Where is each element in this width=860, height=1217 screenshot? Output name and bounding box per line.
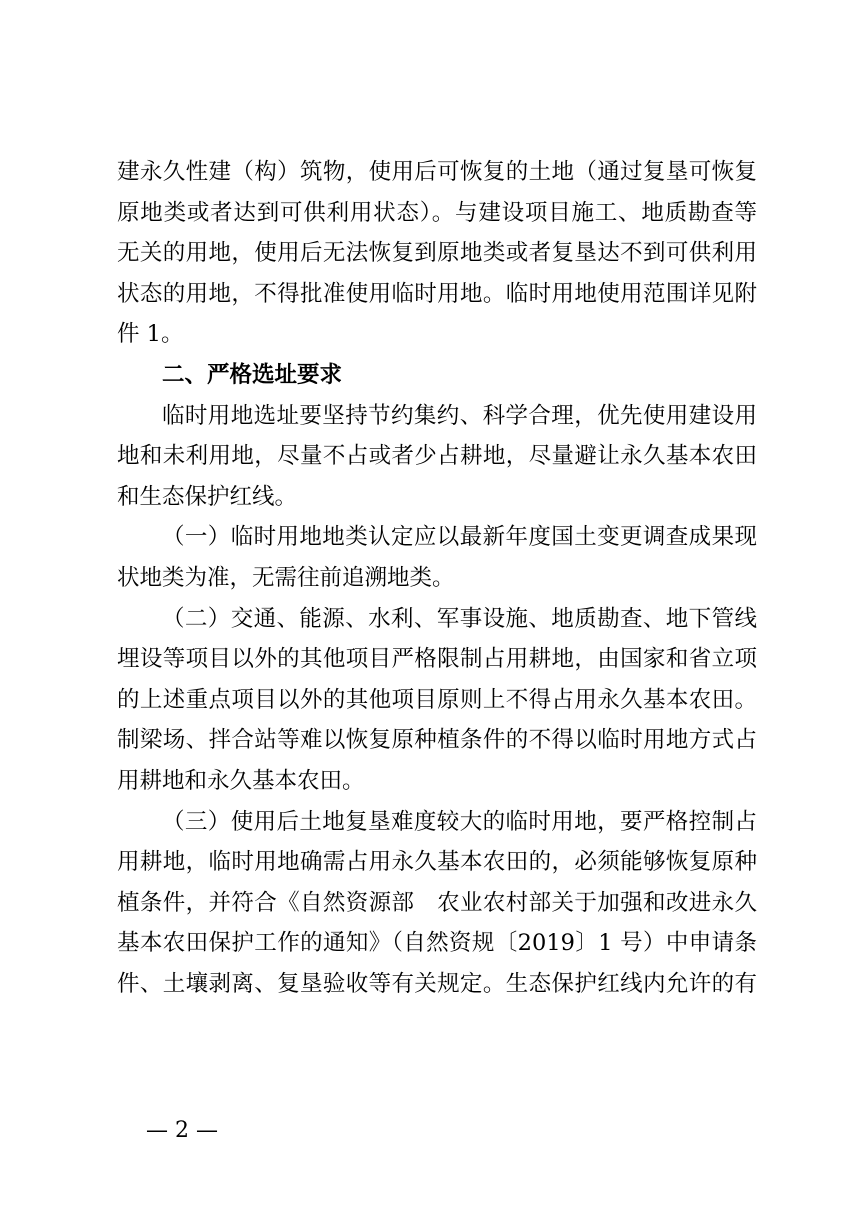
body-line: （三）使用后土地复垦难度较大的临时用地，要严格控制占	[162, 808, 757, 835]
body-line: 制梁场、拌合站等难以恢复原种植条件的不得以临时用地方式占	[117, 727, 757, 754]
body-line: 临时用地选址要坚持节约集约、科学合理，优先使用建设用	[162, 402, 757, 429]
body-line: 状态的用地，不得批准使用临时用地。临时用地使用范围详见附	[117, 280, 757, 307]
section-heading: 二、严格选址要求	[162, 361, 343, 388]
body-line: 和生态保护红线。	[117, 483, 298, 510]
body-line: 状地类为准，无需往前追溯地类。	[117, 564, 455, 591]
body-line: 件 1。	[117, 321, 184, 348]
body-line: 用耕地，临时用地确需占用永久基本农田的，必须能够恢复原种	[117, 849, 757, 876]
body-line: 无关的用地，使用后无法恢复到原地类或者复垦达不到可供利用	[117, 240, 757, 267]
body-line: 件、土壤剥离、复垦验收等有关规定。生态保护红线内允许的有	[117, 970, 757, 997]
body-line: 的上述重点项目以外的其他项目原则上不得占用永久基本农田。	[117, 686, 757, 713]
body-line: 地和未利用地，尽量不占或者少占耕地，尽量避让永久基本农田	[117, 443, 757, 470]
body-line: 埋设等项目以外的其他项目严格限制占用耕地，由国家和省立项	[117, 646, 757, 673]
page-number: — 2 —	[146, 1118, 218, 1143]
document-body	[117, 152, 757, 1004]
body-line: （一）临时用地地类认定应以最新年度国土变更调查成果现	[162, 524, 757, 551]
body-line: （二）交通、能源、水利、军事设施、地质勘查、地下管线	[162, 605, 757, 632]
body-line: 建永久性建（构）筑物，使用后可恢复的土地（通过复垦可恢复	[117, 159, 757, 185]
body-line: 用耕地和永久基本农田。	[117, 767, 365, 794]
body-line: 植条件，并符合《自然资源部 农业农村部关于加强和改进永久	[117, 889, 757, 916]
body-line: 原地类或者达到可供利用状态）。与建设项目施工、地质勘查等	[117, 199, 757, 226]
body-line: 基本农田保护工作的通知》（自然资规〔2019〕1 号）中申请条	[117, 930, 757, 957]
